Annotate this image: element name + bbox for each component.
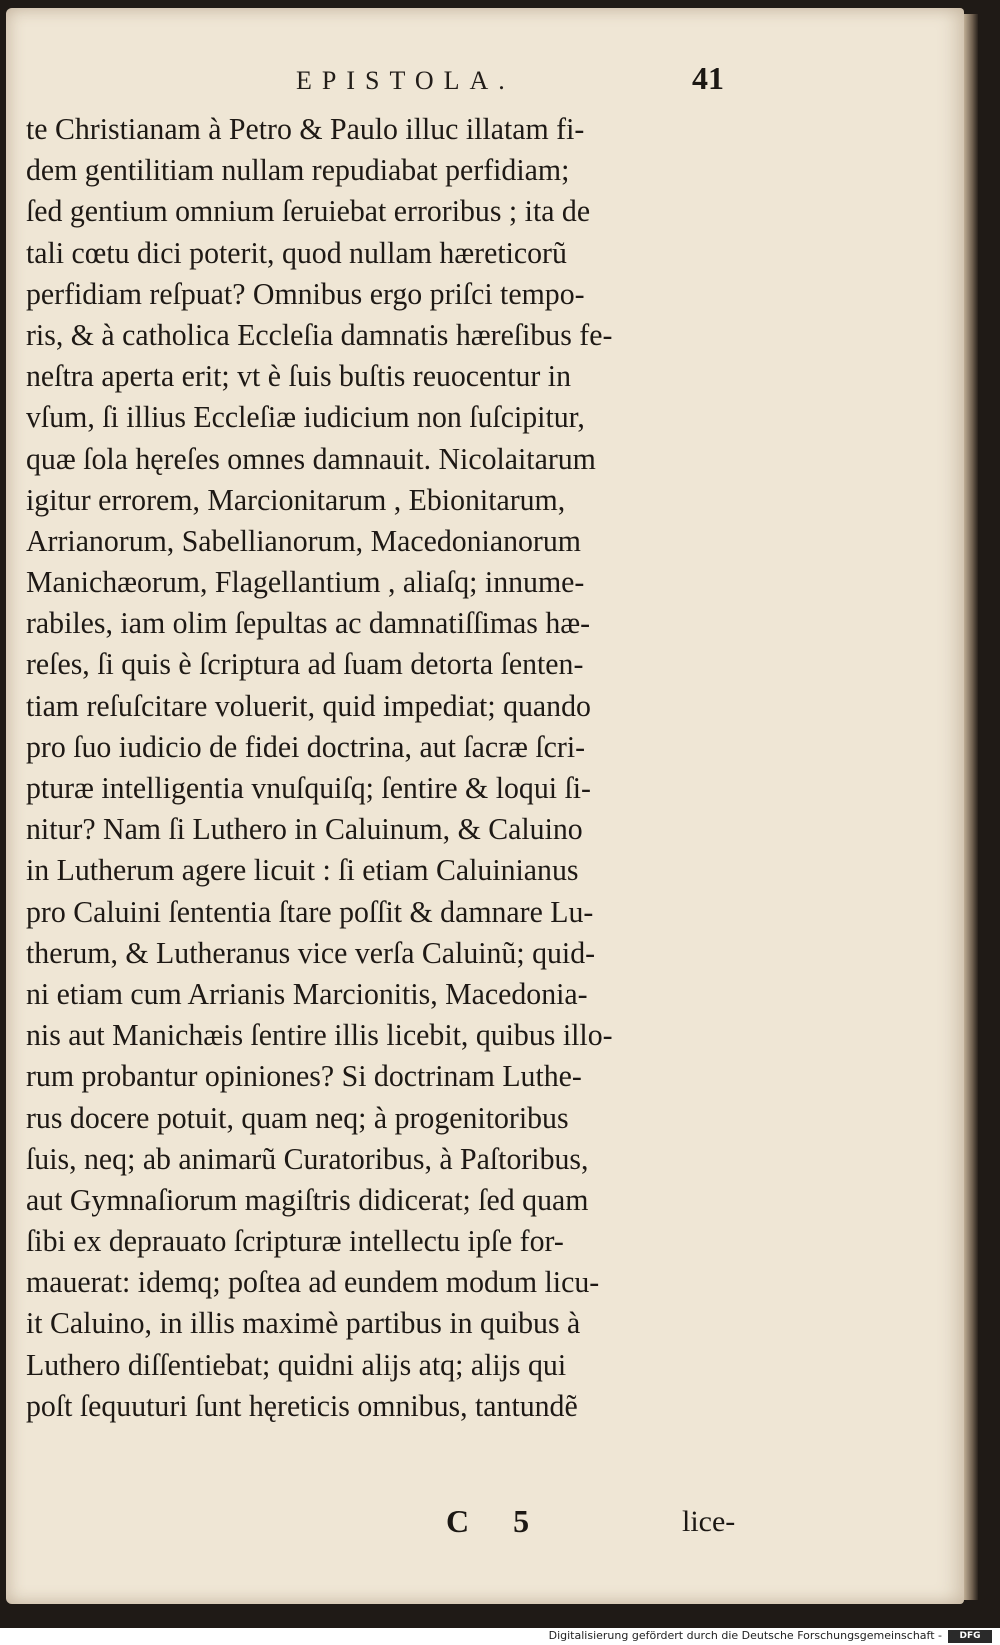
- text-line: quæ ſola hęreſes omnes damnauit. Nicolaitarum: [26, 440, 596, 476]
- text-line: tiam reſuſcitare voluerit, quid impediat; quando: [26, 687, 591, 723]
- text-line: Luthero diſſentiebat; quidni alijs atq; alijs qui: [26, 1346, 567, 1382]
- text-line: pro ſuo iudicio de fidei doctrina, aut ſacræ ſcri-: [26, 728, 586, 764]
- text-line: poſt ſequuturi ſunt hęreticis omnibus, tantundẽ: [26, 1387, 578, 1423]
- text-line: ris, & à catholica Eccleſia damnatis hæreſibus fe-: [26, 316, 613, 352]
- text-line: Arrianorum, Sabellianorum, Macedonianorum: [26, 522, 581, 558]
- text-line: aut Gymnaſiorum magiſtris didicerat; ſed quam: [26, 1181, 589, 1217]
- text-line: perfidiam reſpuat? Omnibus ergo priſci tempo-: [26, 275, 585, 311]
- text-line: vſum, ſi illius Eccleſiæ iudicium non ſuſcipitur,: [26, 399, 585, 435]
- text-line: it Caluino, in illis maximè partibus in quibus à: [26, 1305, 581, 1341]
- text-line: mauerat: idemq; poſtea ad eundem modum licu-: [26, 1264, 600, 1300]
- book-edge: [964, 14, 978, 1600]
- running-title: EPISTOLA.: [296, 66, 515, 95]
- text-line: nitur? Nam ſi Luthero in Caluinum, & Caluino: [26, 811, 583, 847]
- text-line: rum probantur opiniones? Si doctrinam Luthe-: [26, 1058, 582, 1094]
- text-line: nis aut Manichæis ſentire illis licebit, quibus illo-: [26, 1017, 613, 1053]
- page-footer: [6, 1503, 964, 1543]
- text-line: pturæ intelligentia vnuſquiſq; ſentire & loqui ſi-: [26, 770, 591, 805]
- text-line: rabiles, iam olim ſepultas ac damnatiſſimas hæ-: [26, 605, 591, 641]
- body-text: [26, 108, 766, 1426]
- dfg-logo-icon: DFG: [948, 1630, 992, 1643]
- text-line: ni etiam cum Arrianis Marcionitis, Macedonia-: [26, 975, 588, 1011]
- text-line: Manichæorum, Flagellantium , aliaſq; innume-: [26, 564, 585, 600]
- text-line: igitur errorem, Marcionitarum , Ebionitarum,: [26, 481, 566, 517]
- catchword: lice-: [682, 1505, 736, 1538]
- text-line: te Christianam à Petro & Paulo illuc illatam fi-: [26, 111, 585, 146]
- text-line: therum, & Lutheranus vice verſa Caluinũ; quid-: [26, 934, 596, 970]
- text-line: neſtra aperta erit; vt è ſuis buſtis reuocentur in: [26, 358, 571, 394]
- text-line: ſed gentium omnium ſeruiebat erroribus ; ita de: [26, 193, 591, 229]
- text-line: rus docere potuit, quam neq; à progenitoribus: [26, 1099, 569, 1135]
- funding-credit: Digitalisierung gefördert durch die Deutsche Forschungsgemeinschaft -: [548, 1629, 942, 1642]
- signature-mark: C 5: [446, 1503, 548, 1539]
- page-number: 41: [692, 60, 724, 96]
- text-line: pro Caluini ſententia ſtare poſſit & damnare Lu-: [26, 893, 594, 929]
- text-line: tali cœtu dici poterit, quod nullam hæreticorũ: [26, 234, 567, 270]
- text-line: ſuis, neq; ab animarũ Curatoribus, à Paſtoribus,: [26, 1140, 589, 1176]
- text-line: reſes, ſi quis è ſcriptura ad ſuam detorta ſenten-: [26, 646, 584, 682]
- page-header: [6, 60, 964, 106]
- credit-bar: [0, 1628, 1000, 1645]
- text-line: ſibi ex deprauato ſcripturæ intellectu ipſe for-: [26, 1223, 564, 1259]
- text-line: dem gentilitiam nullam repudiabat perfidiam;: [26, 152, 570, 188]
- text-line: in Lutherum agere licuit : ſi etiam Caluinianus: [26, 852, 579, 888]
- book-page: [6, 8, 964, 1604]
